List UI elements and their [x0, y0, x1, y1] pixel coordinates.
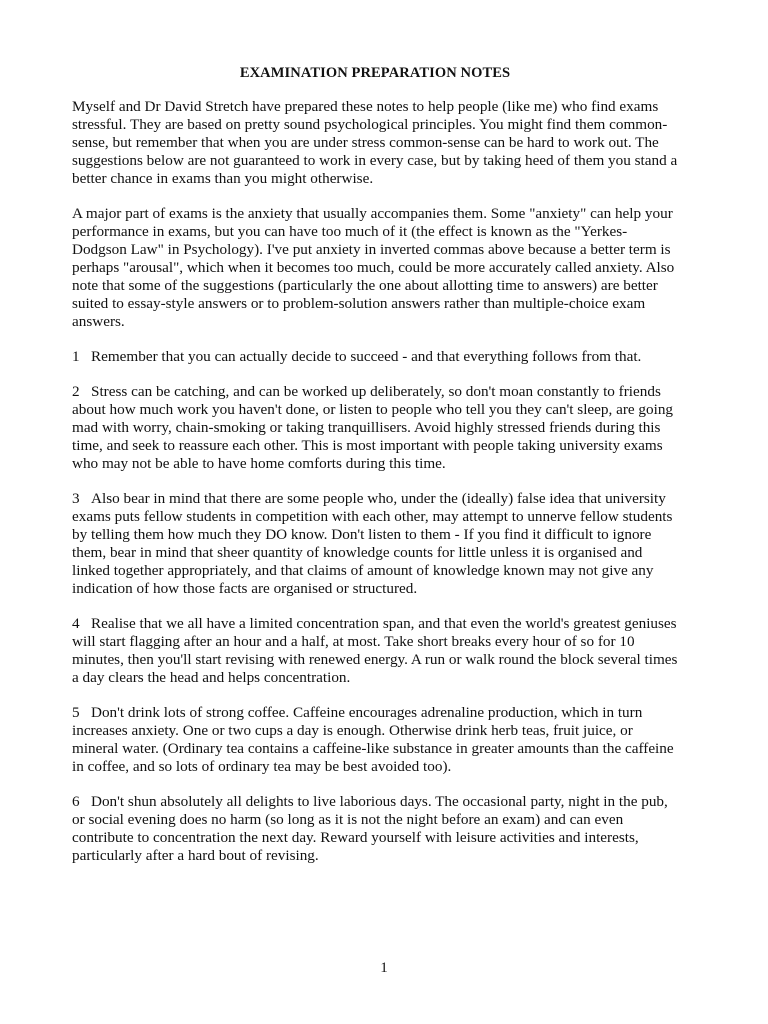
document-title: EXAMINATION PREPARATION NOTES — [239, 65, 511, 81]
item-number: 3 — [72, 490, 80, 507]
intro-paragraph-1: Myself and Dr David Stretch have prepared these notes to help people (like me) who find exams stressful. They are based on pretty sound psychological principles. You might find them common-sense, but remember that when you are under stress common-sense can be hard to work out. The suggestions below are not guaranteed to work in every case, but by taking heed of them you stand a better chance in exams than you might otherwise. — [72, 98, 678, 187]
item-text: Realise that we all have a limited concentration span, and that even the world's greatest geniuses will start flagging after an hour and a half, at most. Take short breaks every hour of so for 10 minutes, then you'll start revising with renewed energy. A run or walk round the block several times a day clears the head and helps concentration. — [72, 615, 678, 686]
document-page — [72, 64, 678, 882]
item-text: Also bear in mind that there are some people who, under the (ideally) false idea that university exams puts fellow students in competition with each other, may attempt to unnerve fellow students by telling them how much they DO know. Don't listen to them - If you find it difficult to ignore them, bear in mind that sheer quantity of knowledge counts for little unless it is organised and linked together appropriately, and that claims of amount of knowledge known may not give any indication of how those facts are organised or structured. — [72, 490, 673, 597]
numbered-item-5 — [72, 704, 678, 776]
item-number: 2 — [72, 383, 80, 400]
item-text: Don't shun absolutely all delights to live laborious days. The occasional party, night in the pub, or social evening does no harm (so long as it is not the night before an exam) and can even contribute to concentration the next day. Reward yourself with leisure activities and interests, particularly after a hard bout of revising. — [72, 793, 668, 864]
numbered-item-3 — [72, 490, 678, 598]
intro-paragraph-2: A major part of exams is the anxiety that usually accompanies them. Some "anxiety" can help your performance in exams, but you can have too much of it (the effect is known as the "Yerkes-Dodgson Law" in Psychology). I've put anxiety in inverted commas above because a better term is perhaps "arousal", which when it becomes too much, could be more accurately called anxiety. Also note that some of the suggestions (particularly the one about allotting time to answers) are better suited to essay-style answers or to problem-solution answers rather than multiple-choice exam answers. — [72, 205, 675, 330]
numbered-item-6 — [72, 793, 678, 865]
numbered-item-4 — [72, 615, 678, 687]
item-number: 4 — [72, 615, 80, 632]
item-number: 1 — [72, 348, 80, 365]
page-number: 1 — [380, 960, 388, 976]
numbered-item-2 — [72, 383, 678, 473]
item-text: Don't drink lots of strong coffee. Caffeine encourages adrenaline production, which in turn increases anxiety. One or two cups a day is enough. Otherwise drink herb teas, fruit juice, or mineral water. (Ordinary tea contains a caffeine-like substance in greater amounts than the caffeine in coffee, and so lots of ordinary tea may be best avoided too). — [72, 704, 674, 775]
numbered-item-1 — [72, 348, 678, 366]
item-text: Stress can be catching, and can be worked up deliberately, so don't moan constantly to friends about how much work you haven't done, or listen to people who tell you they can't sleep, are going mad with worry, chain-smoking or taking tranquillisers. Avoid highly stressed friends during this time, and seek to reassure each other. This is most important with people taking university exams who may not be able to have home comforts during this time. — [72, 383, 674, 472]
item-number: 6 — [72, 793, 80, 810]
item-text: Remember that you can actually decide to succeed - and that everything follows from that. — [91, 348, 642, 365]
item-number: 5 — [72, 704, 80, 721]
